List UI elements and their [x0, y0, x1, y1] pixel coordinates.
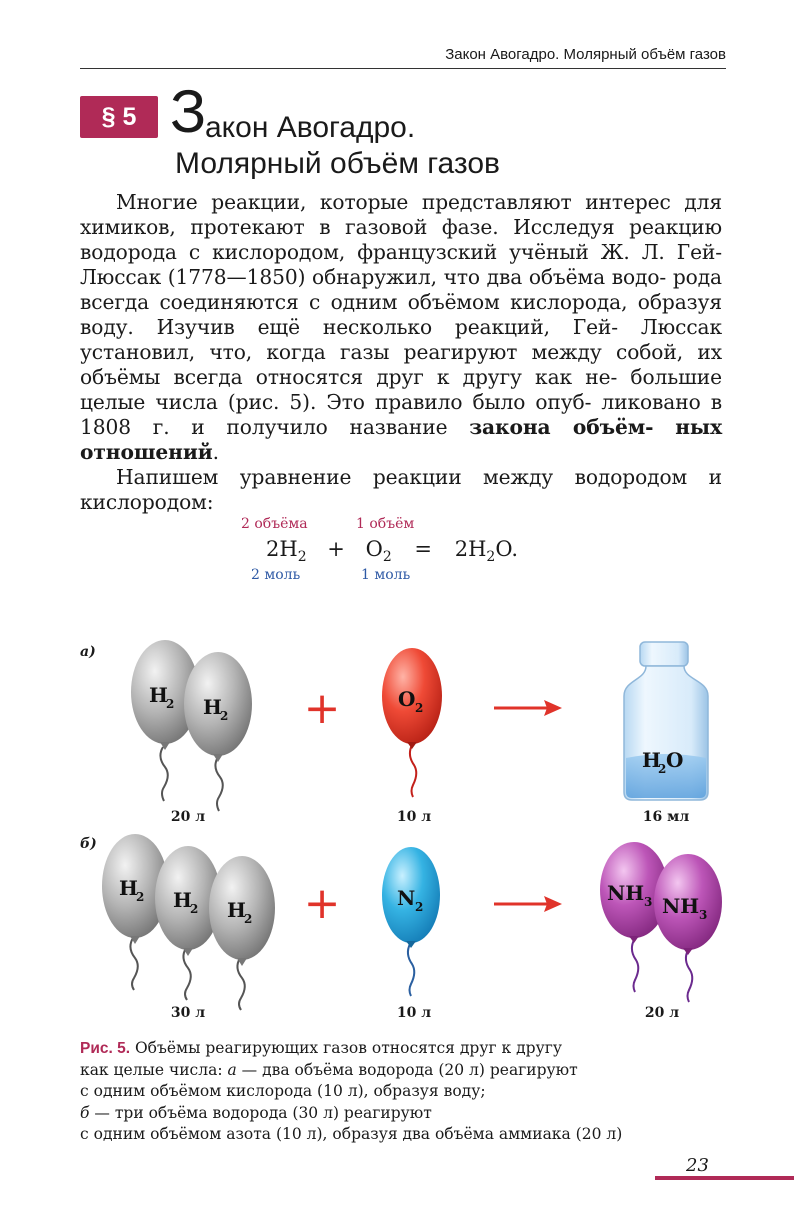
- paragraph-1: [80, 190, 722, 465]
- volume-label: 10 л: [396, 809, 432, 825]
- equation-label-2-mol: 2 моль: [251, 567, 301, 583]
- eq-equals: =: [414, 537, 433, 561]
- text-line: Напишем уравнение реакции между водородом и: [116, 465, 722, 489]
- oxygen-balloon: [382, 648, 442, 797]
- text-line: Люссак (1778—1850) обнаружил, что два объёма водо-: [80, 265, 667, 289]
- svg-text:2: 2: [415, 701, 424, 715]
- volume-label: 30 л: [170, 1005, 206, 1021]
- page-number: 23: [686, 1155, 709, 1176]
- equation-label-2-volumes: 2 объёма: [241, 516, 308, 532]
- row-a-letter: а): [80, 644, 96, 660]
- water-bottle: [624, 642, 708, 800]
- caption-label: Рис. 5.: [80, 1040, 131, 1057]
- text-line: собой, их объёмы всегда относятся друг к другу как не-: [80, 340, 722, 389]
- svg-text:2: 2: [220, 709, 229, 723]
- eq-water-end: O.: [495, 537, 518, 561]
- nitrogen-balloon: [382, 847, 440, 996]
- caption-letter-b: б: [80, 1103, 90, 1122]
- ammonia-balloon: [654, 854, 722, 1002]
- page-title-line-1: акон Авогадро.: [205, 111, 416, 144]
- text-line: водорода с кислородом, французский учёный Ж. Л. Гей-: [80, 240, 722, 264]
- text-line: Многие реакции, которые представляют интерес для: [116, 190, 722, 214]
- svg-text:H: H: [642, 748, 661, 772]
- caption-line: с одним объёмом кислорода (10 л), образуя воду;: [80, 1082, 486, 1100]
- svg-text:2: 2: [658, 762, 667, 776]
- eq-oxygen: O: [365, 537, 383, 561]
- text-line: химиков, протекают в газовой фазе. Исследуя реакцию: [80, 215, 722, 239]
- svg-text:2: 2: [136, 890, 145, 904]
- plus-sign: +: [303, 878, 341, 929]
- bold-term-part-1: закона объём-: [469, 415, 654, 439]
- eq-subscript: 2: [382, 549, 392, 566]
- svg-text:2: 2: [166, 697, 175, 711]
- svg-text:O: O: [666, 748, 684, 772]
- text-period: .: [212, 440, 219, 464]
- caption-line: [80, 1060, 730, 1082]
- caption-letter-a: а: [227, 1060, 237, 1079]
- volume-label: 20 л: [644, 1005, 680, 1021]
- svg-text:H: H: [149, 683, 168, 707]
- eq-plus: +: [327, 537, 345, 561]
- volume-label: 16 мл: [642, 809, 690, 825]
- body-text: [80, 190, 722, 515]
- header-rule: [80, 68, 726, 69]
- figure-caption: [80, 1038, 730, 1146]
- svg-text:H: H: [173, 888, 192, 912]
- text-line: большие целые числа (рис. 5). Это правило было опуб-: [80, 365, 722, 414]
- caption-text: — два объёма водорода (20 л) реагируют: [236, 1060, 578, 1079]
- reaction-arrow: [494, 896, 562, 912]
- text-line: кислородом:: [80, 490, 214, 514]
- text-line: рода всегда соединяются с одним объёмом кислорода,: [80, 265, 722, 314]
- svg-text:N: N: [397, 886, 416, 910]
- title-initial-letter: З: [170, 78, 207, 145]
- caption-line: [80, 1038, 730, 1060]
- svg-text:3: 3: [644, 895, 653, 909]
- chemical-equation: [266, 537, 518, 565]
- caption-text: как целые числа:: [80, 1060, 228, 1079]
- eq-subscript: 2: [486, 549, 496, 566]
- svg-text:3: 3: [699, 908, 708, 922]
- svg-text:H: H: [119, 876, 138, 900]
- eq-hydrogen: 2H: [266, 537, 298, 561]
- eq-water: 2H: [454, 537, 487, 561]
- svg-text:NH: NH: [662, 894, 700, 918]
- eq-subscript: 2: [297, 549, 307, 566]
- text-line: ликовано в 1808 г. и получило название: [80, 390, 722, 439]
- volume-label: 20 л: [170, 809, 206, 825]
- svg-text:H: H: [227, 898, 246, 922]
- equation-label-1-mol: 1 моль: [361, 567, 411, 583]
- svg-text:H: H: [203, 695, 222, 719]
- footer-rule: [655, 1176, 794, 1180]
- plus-sign: +: [303, 683, 341, 734]
- svg-text:2: 2: [415, 900, 424, 914]
- hydrogen-balloon: [209, 856, 275, 1010]
- section-badge: § 5: [80, 96, 158, 138]
- caption-text: — три объёма водорода (30 л) реагируют: [89, 1103, 432, 1122]
- caption-text: Объёмы реагирующих газов относятся друг к другу: [130, 1039, 562, 1057]
- svg-text:2: 2: [244, 912, 253, 926]
- equation-label-1-volume: 1 объём: [356, 516, 415, 532]
- row-b-letter: б): [80, 836, 97, 852]
- reaction-arrow: [494, 700, 562, 716]
- caption-line: [80, 1103, 730, 1125]
- caption-line: с одним объёмом азота (10 л), образуя два объёма аммиака (20 л): [80, 1125, 623, 1143]
- hydrogen-balloon: [184, 652, 252, 811]
- svg-text:O: O: [398, 687, 416, 711]
- text-line: образуя воду. Изучив ещё несколько реакций, Гей-: [80, 290, 722, 339]
- svg-text:2: 2: [190, 902, 199, 916]
- paragraph-2: [80, 465, 722, 515]
- text-line: Люссак установил, что, когда газы реагируют между: [80, 315, 722, 364]
- svg-text:NH: NH: [607, 881, 645, 905]
- volume-label: 10 л: [396, 1005, 432, 1021]
- bold-term-part-2: ных отношений: [80, 415, 722, 464]
- figure-5-illustration: [0, 620, 794, 1030]
- page-title-line-2: Молярный объём газов: [175, 147, 500, 180]
- running-head: Закон Авогадро. Молярный объём газов: [445, 46, 726, 63]
